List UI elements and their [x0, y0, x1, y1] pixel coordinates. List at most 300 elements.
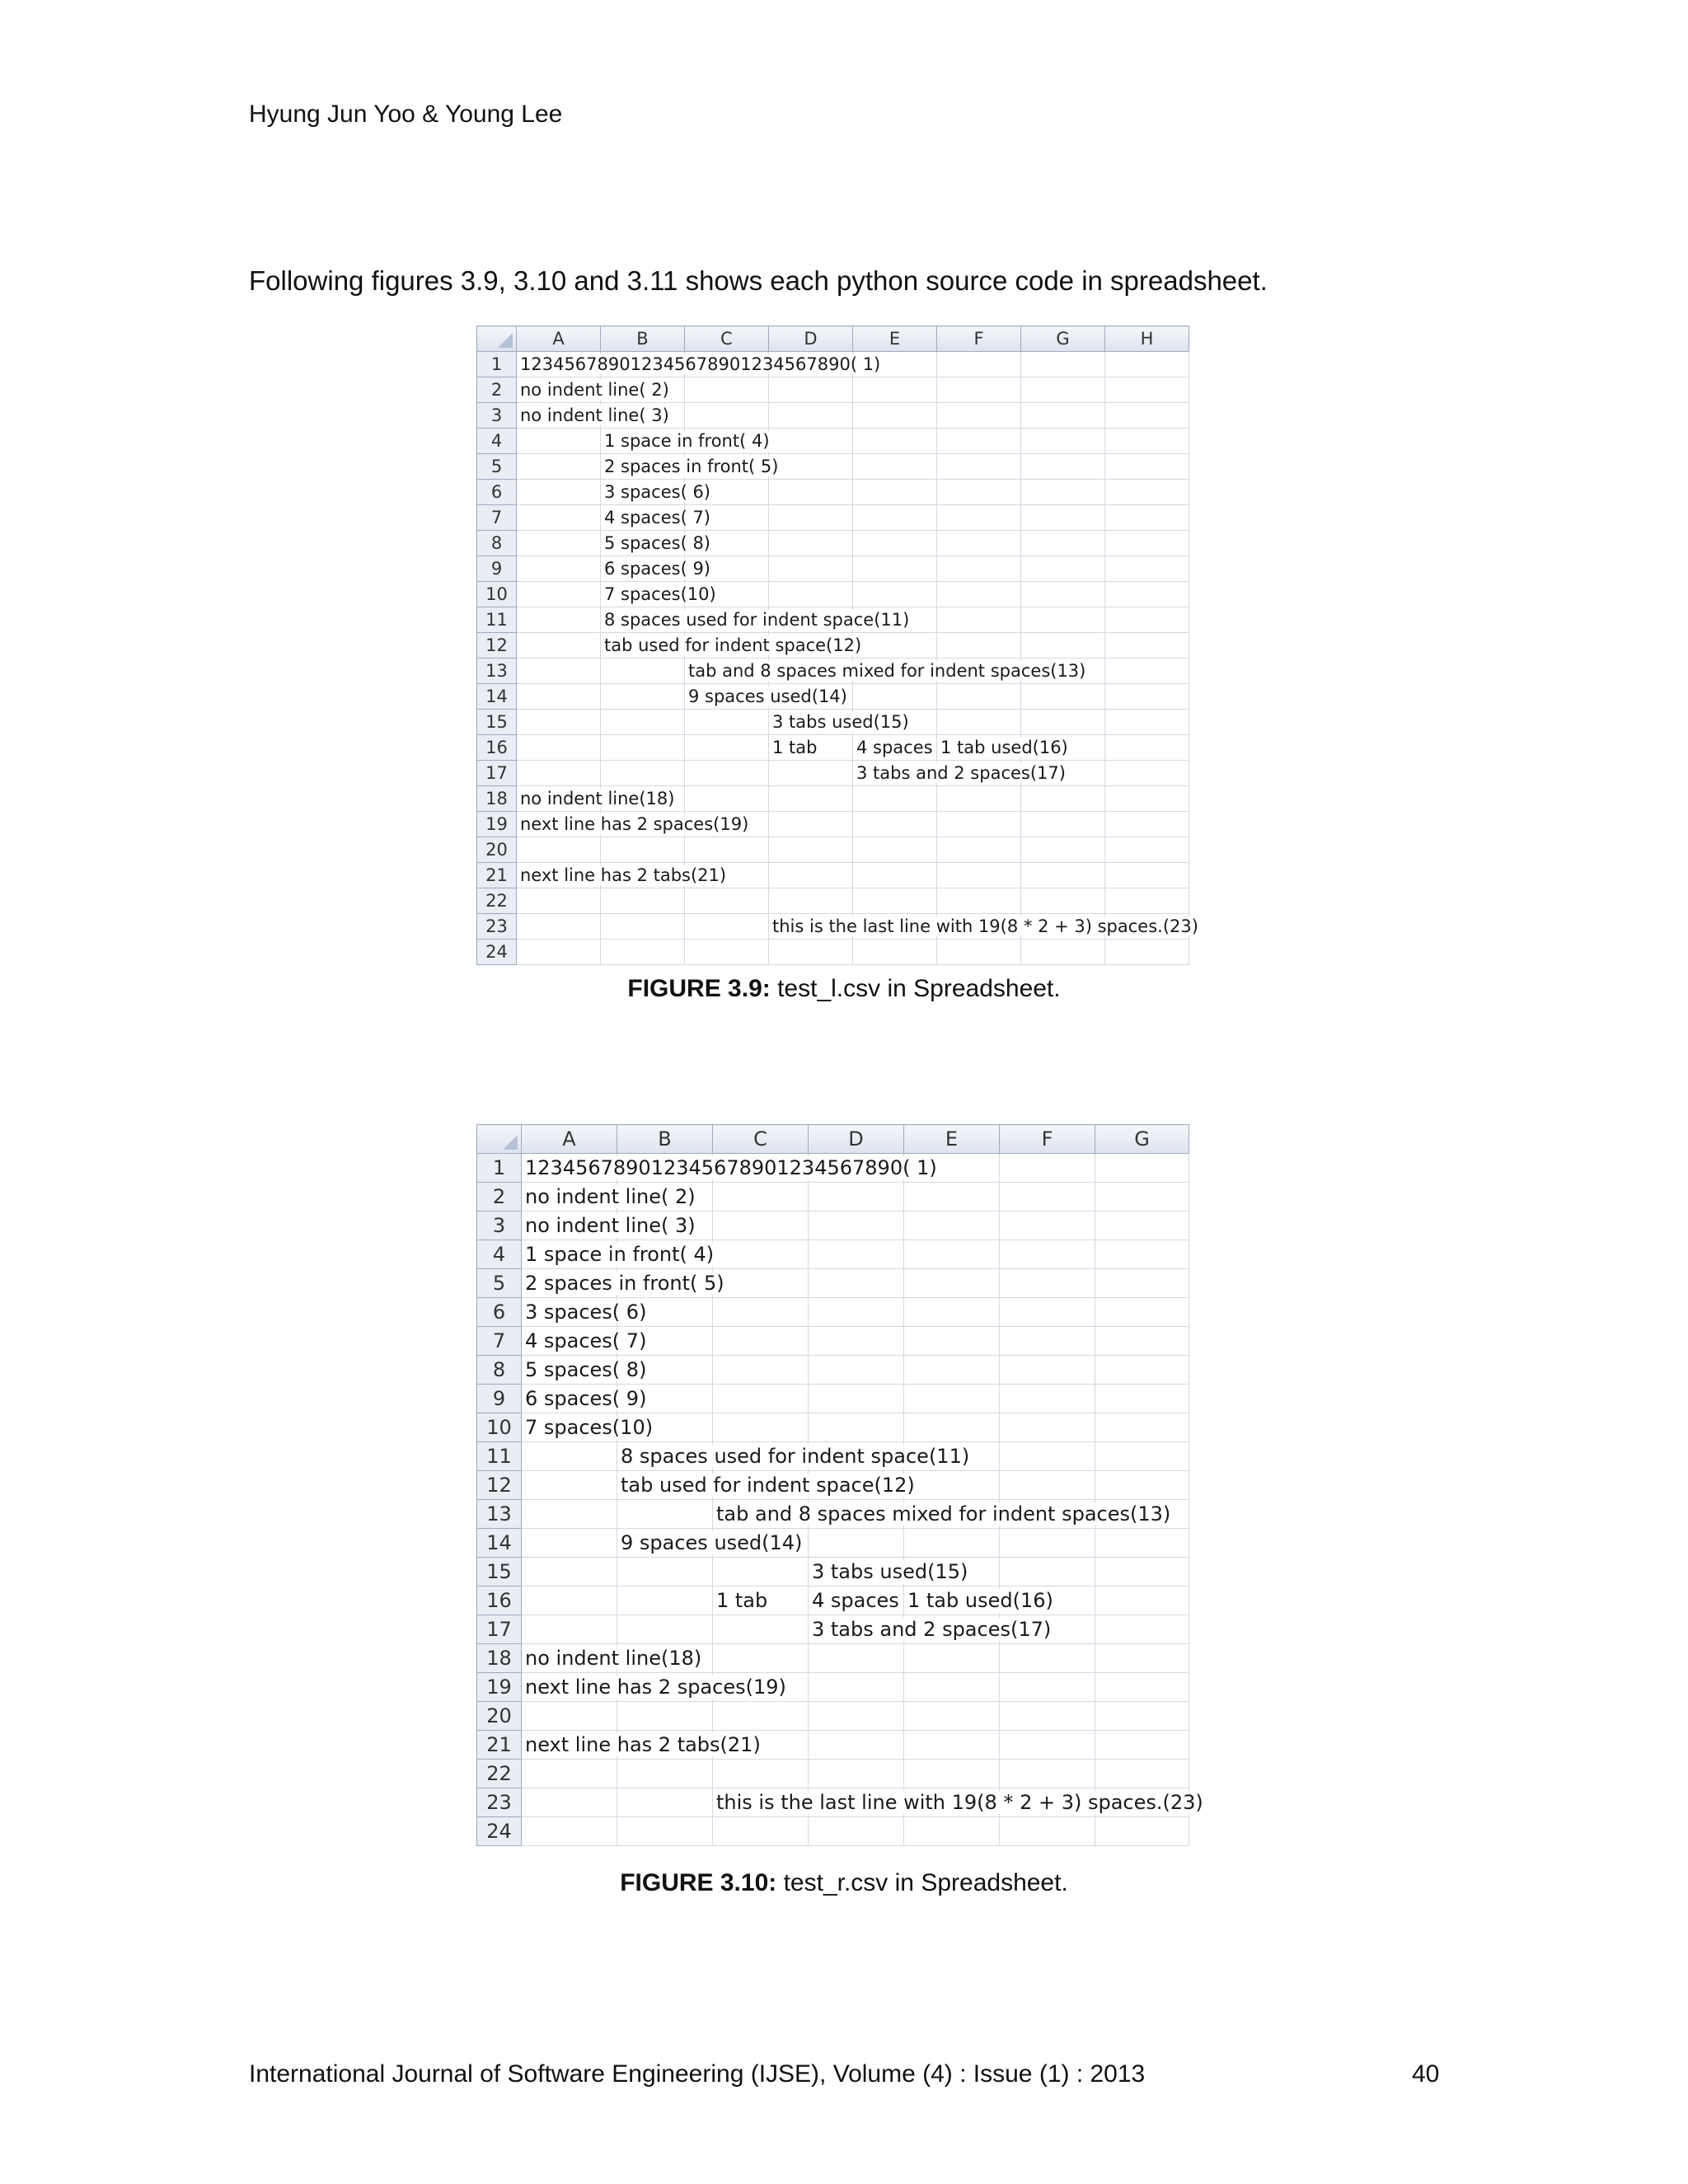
column-header-b[interactable]: B	[617, 1125, 713, 1154]
cell-g10[interactable]	[1095, 1413, 1189, 1442]
cell-e17[interactable]	[853, 761, 1066, 786]
cell-e16[interactable]	[853, 735, 937, 761]
cell-c8[interactable]	[713, 1356, 809, 1385]
cell-d20[interactable]	[809, 1702, 904, 1731]
cell-f18[interactable]	[1000, 1644, 1095, 1673]
cell-c20[interactable]	[685, 837, 769, 863]
cell-d4[interactable]	[769, 429, 853, 454]
cell-a2[interactable]	[517, 377, 669, 403]
cell-a18[interactable]	[517, 786, 675, 812]
cell-c24[interactable]	[685, 940, 769, 965]
column-header-d[interactable]: D	[809, 1125, 904, 1154]
cell-b16[interactable]	[617, 1586, 713, 1615]
cell-e8[interactable]	[904, 1356, 1000, 1385]
cell-f18[interactable]	[937, 786, 1021, 812]
cell-a16[interactable]	[517, 735, 601, 761]
cell-e5[interactable]	[853, 454, 937, 480]
cell-a16[interactable]	[522, 1586, 617, 1615]
row-header[interactable]: 11	[477, 607, 517, 633]
cell-g9[interactable]	[1021, 556, 1105, 582]
cell-f4[interactable]	[1000, 1240, 1095, 1269]
cell-f4[interactable]	[937, 429, 1021, 454]
cell-g19[interactable]	[1021, 812, 1105, 837]
cell-g1[interactable]	[1095, 1154, 1189, 1183]
cell-b23[interactable]	[601, 914, 685, 940]
cell-a21[interactable]	[517, 863, 727, 888]
cell-d23[interactable]	[769, 914, 1198, 940]
cell-b4[interactable]	[601, 429, 770, 454]
cell-a9[interactable]	[517, 556, 601, 582]
cell-h24[interactable]	[1105, 940, 1189, 965]
cell-h8[interactable]	[1105, 531, 1189, 556]
cell-f22[interactable]	[1000, 1760, 1095, 1788]
row-header[interactable]: 18	[477, 1644, 522, 1673]
cell-h6[interactable]	[1105, 480, 1189, 505]
cell-h19[interactable]	[1105, 812, 1189, 837]
cell-h12[interactable]	[1105, 633, 1189, 658]
cell-f15[interactable]	[937, 710, 1021, 735]
cell-a19[interactable]	[517, 812, 749, 837]
select-all-corner[interactable]	[477, 326, 517, 352]
cell-f9[interactable]	[1000, 1385, 1095, 1413]
cell-a19[interactable]	[522, 1673, 786, 1702]
cell-f15[interactable]	[1000, 1558, 1095, 1586]
cell-d22[interactable]	[809, 1760, 904, 1788]
cell-f1[interactable]	[937, 352, 1021, 377]
cell-e10[interactable]	[904, 1413, 1000, 1442]
cell-g2[interactable]	[1095, 1183, 1189, 1212]
cell-g16[interactable]	[1095, 1586, 1189, 1615]
cell-d21[interactable]	[769, 863, 853, 888]
cell-c20[interactable]	[713, 1702, 809, 1731]
cell-f20[interactable]	[937, 837, 1021, 863]
cell-d7[interactable]	[809, 1327, 904, 1356]
cell-e24[interactable]	[853, 940, 937, 965]
cell-e9[interactable]	[904, 1385, 1000, 1413]
row-header[interactable]: 20	[477, 1702, 522, 1731]
cell-e10[interactable]	[853, 582, 937, 607]
cell-d18[interactable]	[769, 786, 853, 812]
cell-c17[interactable]	[685, 761, 769, 786]
cell-b6[interactable]	[601, 480, 711, 505]
cell-g12[interactable]	[1021, 633, 1105, 658]
cell-d4[interactable]	[809, 1240, 904, 1269]
cell-h7[interactable]	[1105, 505, 1189, 531]
cell-b15[interactable]	[617, 1558, 713, 1586]
cell-f24[interactable]	[937, 940, 1021, 965]
row-header[interactable]: 6	[477, 1298, 522, 1327]
cell-d19[interactable]	[769, 812, 853, 837]
cell-g15[interactable]	[1021, 710, 1105, 735]
cell-c24[interactable]	[713, 1817, 809, 1846]
cell-g21[interactable]	[1095, 1731, 1189, 1760]
cell-g14[interactable]	[1021, 684, 1105, 710]
cell-h5[interactable]	[1105, 454, 1189, 480]
column-header-e[interactable]: E	[853, 326, 937, 352]
cell-b14[interactable]	[617, 1529, 803, 1558]
row-header[interactable]: 9	[477, 556, 517, 582]
cell-g3[interactable]	[1095, 1212, 1189, 1240]
cell-a1[interactable]	[522, 1154, 937, 1183]
row-header[interactable]: 14	[477, 1529, 522, 1558]
cell-b11[interactable]	[617, 1442, 970, 1471]
row-header[interactable]: 7	[477, 1327, 522, 1356]
cell-e4[interactable]	[904, 1240, 1000, 1269]
row-header[interactable]: 3	[477, 403, 517, 429]
cell-c7[interactable]	[713, 1327, 809, 1356]
cell-c16[interactable]	[713, 1586, 809, 1615]
row-header[interactable]: 4	[477, 429, 517, 454]
cell-e16[interactable]	[904, 1586, 1053, 1615]
cell-c17[interactable]	[713, 1615, 809, 1644]
cell-d19[interactable]	[809, 1673, 904, 1702]
cell-e12[interactable]	[904, 1471, 1000, 1500]
cell-d20[interactable]	[769, 837, 853, 863]
cell-e3[interactable]	[904, 1212, 1000, 1240]
cell-d2[interactable]	[769, 377, 853, 403]
cell-f11[interactable]	[1000, 1442, 1095, 1471]
cell-g7[interactable]	[1021, 505, 1105, 531]
cell-f24[interactable]	[1000, 1817, 1095, 1846]
row-header[interactable]: 20	[477, 837, 517, 863]
cell-d16[interactable]	[769, 735, 853, 761]
cell-a14[interactable]	[517, 684, 601, 710]
cell-h22[interactable]	[1105, 888, 1189, 914]
cell-f21[interactable]	[1000, 1731, 1095, 1760]
cell-h9[interactable]	[1105, 556, 1189, 582]
cell-a17[interactable]	[522, 1615, 617, 1644]
cell-a3[interactable]	[517, 403, 669, 429]
cell-h15[interactable]	[1105, 710, 1189, 735]
cell-h3[interactable]	[1105, 403, 1189, 429]
cell-f14[interactable]	[1000, 1529, 1095, 1558]
cell-d22[interactable]	[769, 888, 853, 914]
row-header[interactable]: 11	[477, 1442, 522, 1471]
cell-c23[interactable]	[685, 914, 769, 940]
cell-a5[interactable]	[517, 454, 601, 480]
cell-g3[interactable]	[1021, 403, 1105, 429]
column-header-a[interactable]: A	[517, 326, 601, 352]
cell-a13[interactable]	[517, 658, 601, 684]
column-header-a[interactable]: A	[522, 1125, 617, 1154]
cell-c14[interactable]	[685, 684, 847, 710]
cell-g19[interactable]	[1095, 1673, 1189, 1702]
row-header[interactable]: 8	[477, 1356, 522, 1385]
cell-h14[interactable]	[1105, 684, 1189, 710]
cell-f10[interactable]	[1000, 1413, 1095, 1442]
row-header[interactable]: 24	[477, 940, 517, 965]
cell-e6[interactable]	[853, 480, 937, 505]
cell-d15[interactable]	[769, 710, 909, 735]
row-header[interactable]: 8	[477, 531, 517, 556]
cell-a5[interactable]	[522, 1269, 724, 1298]
cell-e18[interactable]	[853, 786, 937, 812]
cell-e24[interactable]	[904, 1817, 1000, 1846]
cell-a24[interactable]	[517, 940, 601, 965]
row-header[interactable]: 16	[477, 1586, 522, 1615]
cell-a3[interactable]	[522, 1212, 696, 1240]
cell-a8[interactable]	[522, 1356, 647, 1385]
row-header[interactable]: 15	[477, 710, 517, 735]
cell-g5[interactable]	[1021, 454, 1105, 480]
column-header-d[interactable]: D	[769, 326, 853, 352]
cell-g1[interactable]	[1021, 352, 1105, 377]
cell-h1[interactable]	[1105, 352, 1189, 377]
cell-g22[interactable]	[1021, 888, 1105, 914]
row-header[interactable]: 5	[477, 1269, 522, 1298]
cell-e8[interactable]	[853, 531, 937, 556]
row-header[interactable]: 12	[477, 633, 517, 658]
cell-d5[interactable]	[809, 1269, 904, 1298]
cell-e20[interactable]	[853, 837, 937, 863]
row-header[interactable]: 22	[477, 888, 517, 914]
cell-h11[interactable]	[1105, 607, 1189, 633]
cell-d9[interactable]	[769, 556, 853, 582]
cell-b9[interactable]	[601, 556, 711, 582]
row-header[interactable]: 4	[477, 1240, 522, 1269]
cell-e20[interactable]	[904, 1702, 1000, 1731]
cell-c13[interactable]	[685, 658, 1086, 684]
cell-a7[interactable]	[522, 1327, 647, 1356]
cell-f11[interactable]	[937, 607, 1021, 633]
cell-f1[interactable]	[1000, 1154, 1095, 1183]
cell-c15[interactable]	[685, 710, 769, 735]
cell-e9[interactable]	[853, 556, 937, 582]
cell-e18[interactable]	[904, 1644, 1000, 1673]
cell-c22[interactable]	[713, 1760, 809, 1788]
column-header-c[interactable]: C	[685, 326, 769, 352]
row-header[interactable]: 21	[477, 1731, 522, 1760]
cell-g20[interactable]	[1095, 1702, 1189, 1731]
cell-e14[interactable]	[904, 1529, 1000, 1558]
cell-e21[interactable]	[904, 1731, 1000, 1760]
cell-f20[interactable]	[1000, 1702, 1095, 1731]
cell-b14[interactable]	[601, 684, 685, 710]
cell-c22[interactable]	[685, 888, 769, 914]
cell-h17[interactable]	[1105, 761, 1189, 786]
cell-f12[interactable]	[1000, 1471, 1095, 1500]
cell-g8[interactable]	[1095, 1356, 1189, 1385]
cell-b12[interactable]	[617, 1471, 915, 1500]
cell-b24[interactable]	[617, 1817, 713, 1846]
row-header[interactable]: 7	[477, 505, 517, 531]
cell-e21[interactable]	[853, 863, 937, 888]
cell-a23[interactable]	[517, 914, 601, 940]
cell-c5[interactable]	[713, 1269, 809, 1298]
cell-d17[interactable]	[809, 1615, 1052, 1644]
row-header[interactable]: 13	[477, 658, 517, 684]
cell-a11[interactable]	[522, 1442, 617, 1471]
cell-d7[interactable]	[769, 505, 853, 531]
cell-a4[interactable]	[522, 1240, 715, 1269]
cell-e7[interactable]	[904, 1327, 1000, 1356]
cell-a21[interactable]	[522, 1731, 761, 1760]
cell-f3[interactable]	[1000, 1212, 1095, 1240]
cell-f19[interactable]	[937, 812, 1021, 837]
cell-b13[interactable]	[617, 1500, 713, 1529]
cell-d6[interactable]	[809, 1298, 904, 1327]
cell-e19[interactable]	[904, 1673, 1000, 1702]
cell-e4[interactable]	[853, 429, 937, 454]
cell-c15[interactable]	[713, 1558, 809, 1586]
cell-e22[interactable]	[853, 888, 937, 914]
cell-c4[interactable]	[713, 1240, 809, 1269]
row-header[interactable]: 19	[477, 812, 517, 837]
cell-d17[interactable]	[769, 761, 853, 786]
cell-g24[interactable]	[1021, 940, 1105, 965]
row-header[interactable]: 2	[477, 377, 517, 403]
cell-c9[interactable]	[713, 1385, 809, 1413]
cell-f5[interactable]	[1000, 1269, 1095, 1298]
cell-b11[interactable]	[601, 607, 910, 633]
cell-e3[interactable]	[853, 403, 937, 429]
cell-g17[interactable]	[1095, 1615, 1189, 1644]
cell-h20[interactable]	[1105, 837, 1189, 863]
cell-d14[interactable]	[809, 1529, 904, 1558]
cell-a11[interactable]	[517, 607, 601, 633]
cell-e6[interactable]	[904, 1298, 1000, 1327]
cell-b8[interactable]	[601, 531, 711, 556]
cell-f3[interactable]	[937, 403, 1021, 429]
cell-b5[interactable]	[601, 454, 779, 480]
cell-a1[interactable]	[517, 352, 881, 377]
cell-b23[interactable]	[617, 1788, 713, 1817]
cell-h10[interactable]	[1105, 582, 1189, 607]
cell-b16[interactable]	[601, 735, 685, 761]
cell-f2[interactable]	[1000, 1183, 1095, 1212]
cell-h21[interactable]	[1105, 863, 1189, 888]
cell-d10[interactable]	[769, 582, 853, 607]
row-header[interactable]: 17	[477, 1615, 522, 1644]
row-header[interactable]: 3	[477, 1212, 522, 1240]
cell-g18[interactable]	[1095, 1644, 1189, 1673]
row-header[interactable]: 21	[477, 863, 517, 888]
cell-b17[interactable]	[617, 1615, 713, 1644]
cell-a14[interactable]	[522, 1529, 617, 1558]
cell-f9[interactable]	[937, 556, 1021, 582]
cell-d24[interactable]	[769, 940, 853, 965]
cell-h16[interactable]	[1105, 735, 1189, 761]
column-header-f[interactable]: F	[1000, 1125, 1095, 1154]
cell-a6[interactable]	[517, 480, 601, 505]
cell-b15[interactable]	[601, 710, 685, 735]
row-header[interactable]: 10	[477, 1413, 522, 1442]
row-header[interactable]: 5	[477, 454, 517, 480]
row-header[interactable]: 24	[477, 1817, 522, 1846]
cell-d9[interactable]	[809, 1385, 904, 1413]
cell-e22[interactable]	[904, 1760, 1000, 1788]
column-header-g[interactable]: G	[1021, 326, 1105, 352]
cell-a24[interactable]	[522, 1817, 617, 1846]
cell-e7[interactable]	[853, 505, 937, 531]
cell-g6[interactable]	[1021, 480, 1105, 505]
cell-d15[interactable]	[809, 1558, 968, 1586]
cell-c13[interactable]	[713, 1500, 1171, 1529]
cell-h4[interactable]	[1105, 429, 1189, 454]
cell-a12[interactable]	[517, 633, 601, 658]
column-header-e[interactable]: E	[904, 1125, 1000, 1154]
cell-c6[interactable]	[713, 1298, 809, 1327]
cell-g15[interactable]	[1095, 1558, 1189, 1586]
cell-f7[interactable]	[1000, 1327, 1095, 1356]
cell-b10[interactable]	[601, 582, 716, 607]
cell-b17[interactable]	[601, 761, 685, 786]
row-header[interactable]: 23	[477, 914, 517, 940]
row-header[interactable]: 1	[477, 1154, 522, 1183]
column-header-h[interactable]: H	[1105, 326, 1189, 352]
column-header-c[interactable]: C	[713, 1125, 809, 1154]
cell-f19[interactable]	[1000, 1673, 1095, 1702]
cell-a12[interactable]	[522, 1471, 617, 1500]
row-header[interactable]: 6	[477, 480, 517, 505]
cell-f8[interactable]	[937, 531, 1021, 556]
cell-b12[interactable]	[601, 633, 862, 658]
row-header[interactable]: 23	[477, 1788, 522, 1817]
cell-h18[interactable]	[1105, 786, 1189, 812]
cell-f8[interactable]	[1000, 1356, 1095, 1385]
cell-b7[interactable]	[601, 505, 711, 531]
cell-g20[interactable]	[1021, 837, 1105, 863]
cell-b22[interactable]	[601, 888, 685, 914]
cell-a9[interactable]	[522, 1385, 647, 1413]
row-header[interactable]: 9	[477, 1385, 522, 1413]
cell-g11[interactable]	[1021, 607, 1105, 633]
cell-c16[interactable]	[685, 735, 769, 761]
cell-c18[interactable]	[685, 786, 769, 812]
cell-c18[interactable]	[713, 1644, 809, 1673]
cell-e19[interactable]	[853, 812, 937, 837]
cell-a4[interactable]	[517, 429, 601, 454]
cell-d6[interactable]	[769, 480, 853, 505]
cell-b20[interactable]	[617, 1702, 713, 1731]
cell-e5[interactable]	[904, 1269, 1000, 1298]
cell-d10[interactable]	[809, 1413, 904, 1442]
row-header[interactable]: 17	[477, 761, 517, 786]
cell-a7[interactable]	[517, 505, 601, 531]
row-header[interactable]: 13	[477, 1500, 522, 1529]
cell-d18[interactable]	[809, 1644, 904, 1673]
cell-a15[interactable]	[522, 1558, 617, 1586]
cell-c2[interactable]	[713, 1183, 809, 1212]
cell-f16[interactable]	[937, 735, 1068, 761]
cell-d24[interactable]	[809, 1817, 904, 1846]
row-header[interactable]: 15	[477, 1558, 522, 1586]
select-all-corner[interactable]	[477, 1125, 522, 1154]
row-header[interactable]: 1	[477, 352, 517, 377]
cell-b22[interactable]	[617, 1760, 713, 1788]
row-header[interactable]: 16	[477, 735, 517, 761]
cell-a10[interactable]	[522, 1413, 654, 1442]
cell-a18[interactable]	[522, 1644, 702, 1673]
cell-f2[interactable]	[937, 377, 1021, 403]
cell-g14[interactable]	[1095, 1529, 1189, 1558]
cell-c3[interactable]	[685, 403, 769, 429]
cell-g21[interactable]	[1021, 863, 1105, 888]
cell-a17[interactable]	[517, 761, 601, 786]
cell-f10[interactable]	[937, 582, 1021, 607]
row-header[interactable]: 2	[477, 1183, 522, 1212]
cell-f21[interactable]	[937, 863, 1021, 888]
cell-f6[interactable]	[937, 480, 1021, 505]
column-header-g[interactable]: G	[1095, 1125, 1189, 1154]
cell-e2[interactable]	[904, 1183, 1000, 1212]
cell-c3[interactable]	[713, 1212, 809, 1240]
cell-g9[interactable]	[1095, 1385, 1189, 1413]
cell-g2[interactable]	[1021, 377, 1105, 403]
cell-f22[interactable]	[937, 888, 1021, 914]
cell-d2[interactable]	[809, 1183, 904, 1212]
cell-f7[interactable]	[937, 505, 1021, 531]
